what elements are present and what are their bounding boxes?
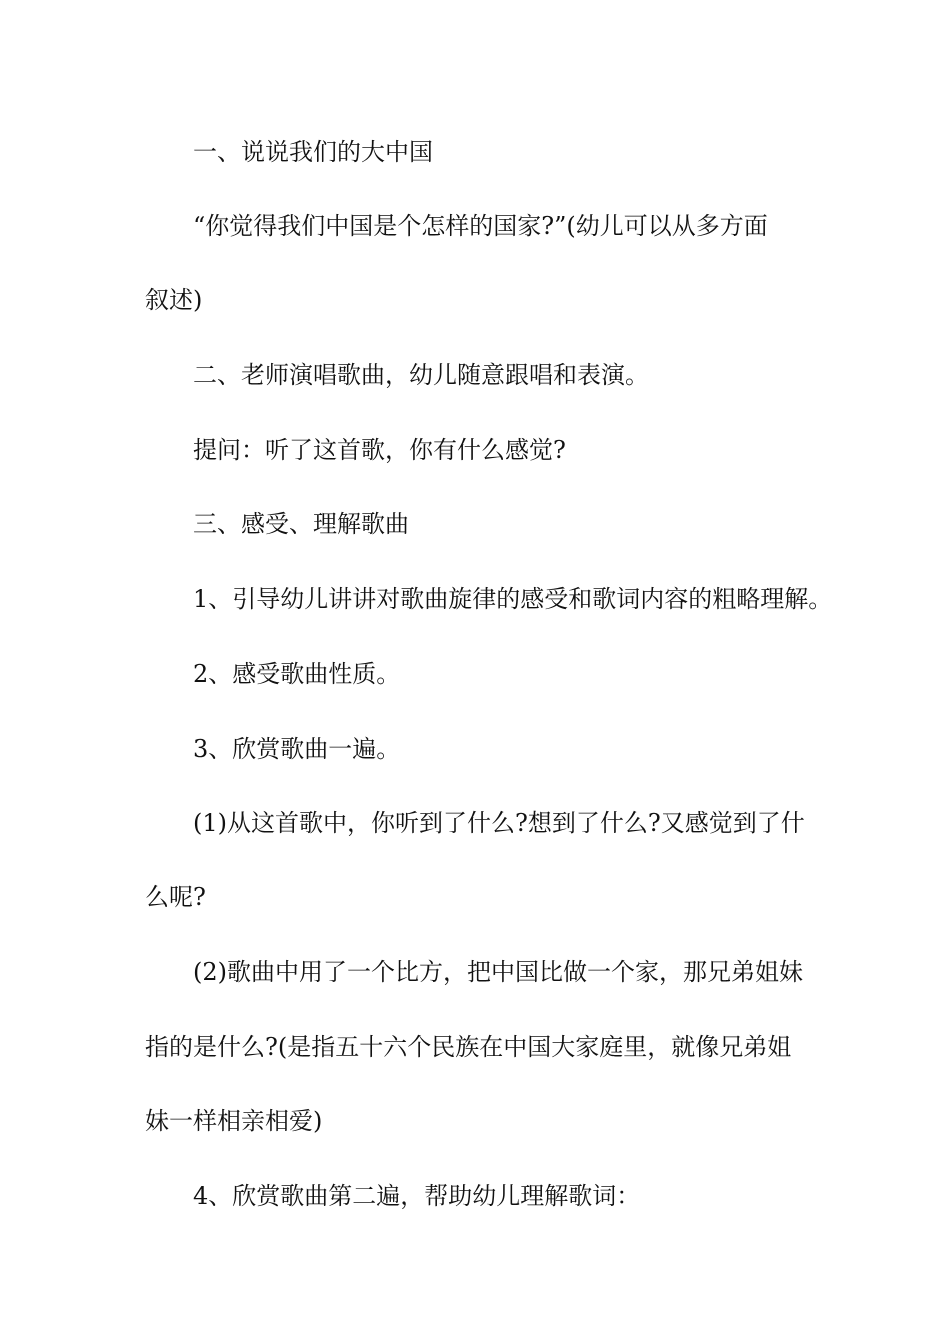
list-item: 2、感受歌曲性质。 — [193, 660, 401, 688]
section-heading-1: 一、说说我们的大中国 — [193, 138, 433, 166]
section-heading-2: 二、老师演唱歌曲，幼儿随意跟唱和表演。 — [193, 361, 649, 389]
paragraph-line: (2)歌曲中用了一个比方，把中国比做一个家，那兄弟姐妹 — [193, 958, 803, 986]
paragraph-line: (1)从这首歌中，你听到了什么?想到了什么?又感觉到了什 — [193, 809, 805, 837]
paragraph-line: 提问：听了这首歌，你有什么感觉? — [193, 436, 566, 464]
paragraph-line: 指的是什么?(是指五十六个民族在中国大家庭里，就像兄弟姐 — [145, 1033, 792, 1061]
list-item: 3、欣赏歌曲一遍。 — [193, 735, 401, 763]
paragraph-line: 么呢? — [145, 883, 206, 911]
paragraph-line: “你觉得我们中国是个怎样的国家?”(幼儿可以从多方面 — [193, 212, 768, 240]
paragraph-line: 叙述) — [145, 286, 203, 314]
paragraph-line: 妹一样相亲相爱) — [145, 1107, 323, 1135]
list-item: 4、欣赏歌曲第二遍，帮助幼儿理解歌词： — [193, 1182, 641, 1210]
section-heading-3: 三、感受、理解歌曲 — [193, 510, 409, 538]
list-item: 1、引导幼儿讲讲对歌曲旋律的感受和歌词内容的粗略理解。 — [193, 585, 833, 613]
